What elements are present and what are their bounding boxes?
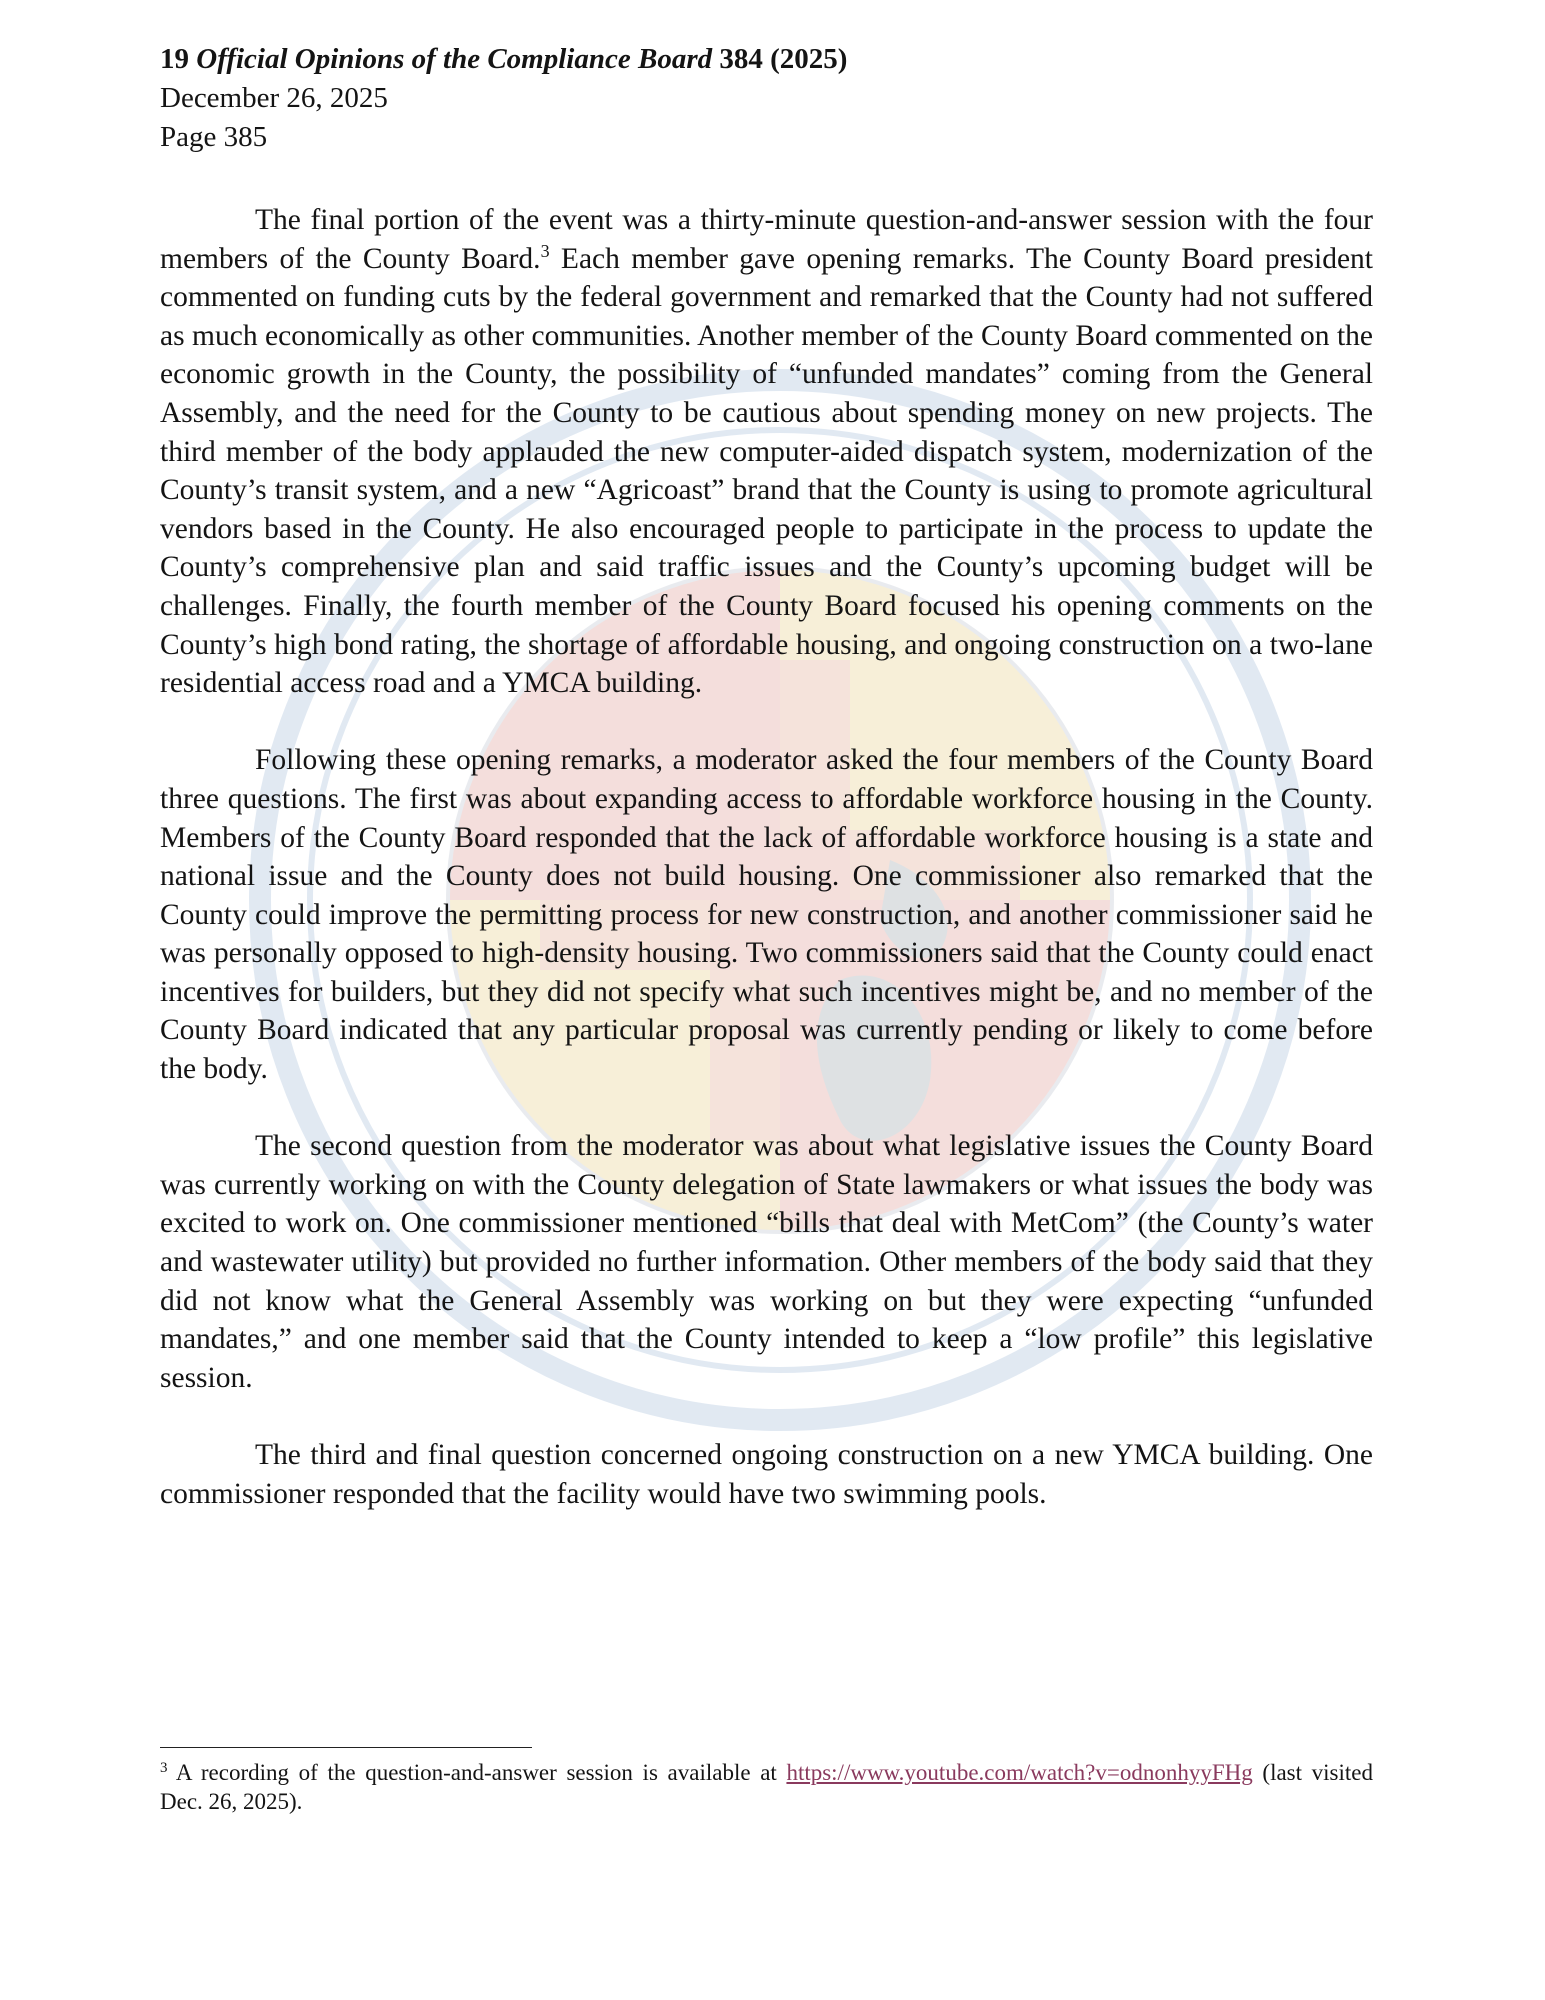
youtube-recording-link[interactable]: https://www.youtube.com/watch?v=odnonhyyFHg bbox=[786, 1760, 1253, 1785]
paragraph bbox=[160, 201, 1373, 703]
document-page bbox=[160, 40, 1373, 1552]
paragraph: The third and final question concerned ongoing construction on a new YMCA building. One commissioner responded that the facility would have two swimming pools. bbox=[160, 1439, 1373, 1510]
page-header bbox=[160, 40, 1373, 157]
publication-title: Official Opinions of the Compliance Board bbox=[196, 43, 713, 75]
opinion-body bbox=[160, 201, 1373, 1513]
footnote-text: A recording of the question-and-answer session is available at bbox=[167, 1760, 787, 1785]
opinion-date: December 26, 2025 bbox=[160, 82, 388, 114]
paragraph: Following these opening remarks, a moderator asked the four members of the County Board three questions. The first was about expanding access to affordable workforce housing in the County. Members of the County Board responded that the lack of affordable workforce housing is a state and national issue and the County does not build housing. One commissioner also remarked that the County could improve the permitting process for new construction, and another commissioner said he was personally opposed to high-density housing. Two commissioners said that the County could enact incentives for builders, but they did not specify what such incentives might be, and no member of the County Board indicated that any particular proposal was currently pending or likely to come before the body. bbox=[160, 744, 1373, 1086]
footnote bbox=[160, 1759, 1373, 1816]
footnote-text-end: (last visited Dec. 26, 2025). bbox=[160, 1760, 1373, 1814]
paragraph-text: Each member gave opening remarks. The County Board president commented on funding cuts by the federal government and remarked that the County had not suffered as much economically as other communities. Another member of the County Board commented on the economic growth in the County, the possibility of “unfunded mandates” coming from the General Assembly, and the need for the County to be cautious about spending money on new projects. The third member of the body applauded the new computer-aided dispatch system, modernization of the County’s transit system, and a new “Agricoast” brand that the County is using to promote agricultural vendors based in the County. He also encouraged people to participate in the process to update the County’s comprehensive plan and said traffic issues and the County’s upcoming budget will be challenges. Finally, the fourth member of the County Board focused his opening comments on the County’s high bond rating, the shortage of affordable housing, and ongoing construction on a two-lane residential access road and a YMCA building. bbox=[160, 242, 1374, 700]
paragraph-text: The final portion of the event was a thirty-minute question-and-answer session with the four members of the County Board. bbox=[160, 204, 1373, 275]
footnote-number: 3 bbox=[160, 1760, 168, 1776]
footnote-divider bbox=[160, 1747, 532, 1748]
paragraph: The second question from the moderator was about what legislative issues the County Board was currently working on with the County delegation of State lawmakers or what issues the body was excited to work on. One commissioner mentioned “bills that deal with MetCom” (the County’s water and wastewater utility) but provided no further information. Other members of the body said that they did not know what the General Assembly was working on but they were expecting “unfunded mandates,” and one member said that the County intended to keep a “low profile” this legislative session. bbox=[160, 1130, 1373, 1394]
page-number: Page 385 bbox=[160, 121, 268, 153]
footnotes bbox=[160, 1747, 1373, 1816]
footnote-reference[interactable]: 3 bbox=[540, 240, 550, 261]
volume-number: 19 bbox=[160, 43, 189, 75]
citation-line bbox=[160, 40, 1373, 79]
page-cite: 384 (2025) bbox=[719, 43, 848, 75]
